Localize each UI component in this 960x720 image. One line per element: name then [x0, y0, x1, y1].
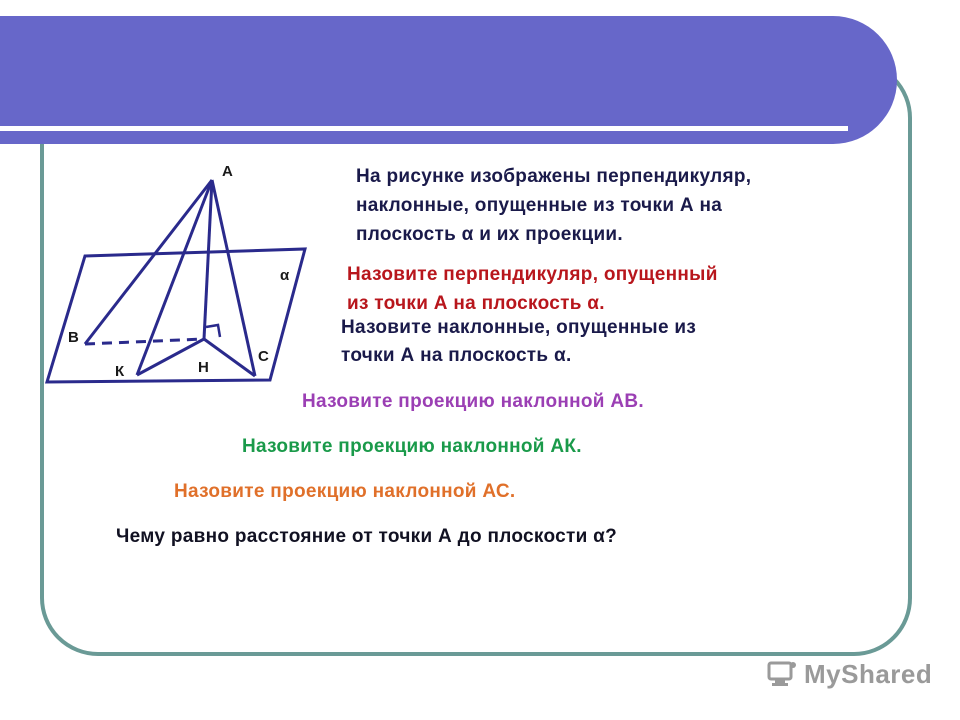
title-band	[0, 16, 897, 144]
question-perpendicular-line-2: из точки А на плоскость α.	[347, 293, 605, 314]
segment-ah	[204, 180, 212, 339]
segment-ac	[212, 180, 255, 376]
watermark	[766, 656, 932, 692]
label-point-b: B	[68, 329, 79, 346]
question-perpendicular-line-1: Назовите перпендикуляр, опущенный	[347, 264, 718, 285]
question-projection-ab: Назовите проекцию наклонной АВ.	[302, 391, 644, 412]
label-point-a: A	[222, 163, 233, 180]
segment-ab	[85, 180, 212, 344]
question-obliques-line-1: Назовите наклонные, опущенные из	[341, 317, 697, 338]
intro-line-3: плоскость α и их проекции.	[356, 224, 623, 245]
segment-ak	[137, 180, 212, 375]
label-point-h: Н	[198, 359, 209, 376]
projection-kh	[137, 339, 204, 375]
label-plane-alpha: α	[280, 267, 290, 284]
intro-line-2: наклонные, опущенные из точки А на	[356, 195, 723, 216]
question-distance: Чему равно расстояние от точки А до плоскости α?	[116, 526, 618, 547]
question-obliques-line-2: точки А на плоскость α.	[341, 345, 572, 366]
right-angle-mark	[206, 325, 220, 337]
question-projection-ak: Назовите проекцию наклонной АК.	[242, 436, 582, 457]
projection-bh	[85, 339, 204, 344]
watermark-logo-icon	[766, 659, 798, 689]
question-projection-ac: Назовите проекцию наклонной АС.	[174, 481, 516, 502]
intro-line-1: На рисунке изображены перпендикуляр,	[356, 166, 752, 187]
geometry-figure	[40, 150, 340, 390]
label-point-c: С	[258, 348, 269, 365]
watermark-text: MyShared	[804, 658, 933, 689]
title-underline	[0, 126, 848, 131]
label-point-k: К	[115, 363, 125, 380]
